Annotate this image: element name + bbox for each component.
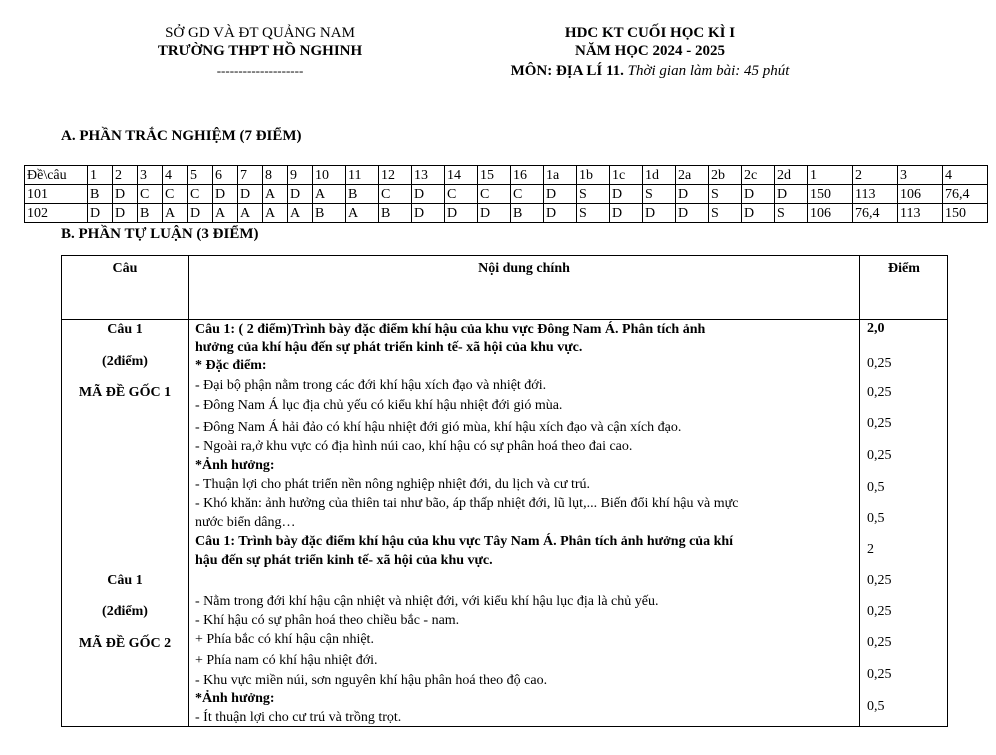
table-cell: A: [313, 185, 346, 204]
table-cell: B: [138, 204, 163, 223]
answer-line: - Đông Nam Á lục địa chủ yếu có kiểu khí hậu nhiệt đới gió mùa.: [195, 398, 563, 413]
table-cell: D: [742, 204, 775, 223]
table-cell: 1c: [610, 166, 643, 185]
score-value: 0,25: [867, 448, 892, 463]
subject-line: [470, 63, 830, 80]
score-value: 0,5: [867, 511, 885, 526]
table-cell: D: [544, 204, 577, 223]
table-cell: D: [610, 204, 643, 223]
table-cell: 2c: [742, 166, 775, 185]
table-cell: A: [213, 204, 238, 223]
table-cell: A: [346, 204, 379, 223]
table-cell: A: [288, 204, 313, 223]
table-cell: 1: [88, 166, 113, 185]
table-cell: 76,4: [943, 185, 988, 204]
table-cell: S: [709, 185, 742, 204]
table-cell: B: [88, 185, 113, 204]
table-cell: 150: [943, 204, 988, 223]
score-value: 0,25: [867, 573, 892, 588]
table-cell: 10: [313, 166, 346, 185]
table-cell: D: [676, 185, 709, 204]
score-value: 0,25: [867, 416, 892, 431]
table-cell: Đề\câu: [25, 166, 88, 185]
answer-line: + Phía bắc có khí hậu cận nhiệt.: [195, 632, 374, 647]
answer-line: - Khu vực miền núi, sơn nguyên khí hậu phân hoá theo độ cao.: [195, 673, 548, 688]
table-cell: D: [742, 185, 775, 204]
table-cell: A: [263, 185, 288, 204]
table-cell: 106: [808, 204, 853, 223]
table-cell: D: [610, 185, 643, 204]
table-cell: 5: [188, 166, 213, 185]
column-header-content: Nội dung chính: [478, 261, 570, 276]
table-cell: D: [188, 204, 213, 223]
table-row: [25, 185, 988, 204]
table-cell: 11: [346, 166, 379, 185]
question-title: hậu đến sự phát triển kinh tế- xã hội của khu vực.: [195, 553, 493, 568]
table-cell: 101: [25, 185, 88, 204]
answer-line: nước biển dâng…: [195, 515, 296, 530]
table-cell: 2: [113, 166, 138, 185]
table-cell: 14: [445, 166, 478, 185]
table-cell: B: [511, 204, 544, 223]
table-cell: D: [238, 185, 263, 204]
table-cell: D: [412, 204, 445, 223]
table-cell: S: [709, 204, 742, 223]
question-label: Câu 1: [107, 322, 143, 337]
table-cell: 2: [853, 166, 898, 185]
table-cell: 7: [238, 166, 263, 185]
table-cell: A: [163, 204, 188, 223]
question-code: MÃ ĐỀ GỐC 1: [78, 385, 172, 400]
table-cell: D: [544, 185, 577, 204]
table-cell: C: [188, 185, 213, 204]
column-header-score: Điểm: [888, 261, 920, 276]
table-cell: S: [577, 185, 610, 204]
table-cell: D: [113, 185, 138, 204]
table-cell: 113: [898, 204, 943, 223]
table-cell: D: [643, 204, 676, 223]
answer-line: - Ít thuận lợi cho cư trú và trồng trọt.: [195, 710, 402, 725]
score-value: 0,25: [867, 667, 892, 682]
question-title: Câu 1: Trình bày đặc điểm khí hậu của khu vực Tây Nam Á. Phân tích ảnh hưởng của khí: [195, 534, 734, 549]
table-cell: 13: [412, 166, 445, 185]
question-title: Câu 1: ( 2 điểm)Trình bày đặc điểm khí hậu của khu vực Đông Nam Á. Phân tích ảnh: [195, 322, 706, 337]
question-points: (2điểm): [102, 604, 148, 619]
table-cell: 113: [853, 185, 898, 204]
table-cell: 76,4: [853, 204, 898, 223]
table-cell: 2d: [775, 166, 808, 185]
part-a-heading: A. PHẦN TRẮC NGHIỆM (7 ĐIỂM): [61, 128, 302, 144]
score-value: 2,0: [867, 321, 885, 336]
table-cell: 8: [263, 166, 288, 185]
table-cell: C: [138, 185, 163, 204]
header-row-divider: [62, 319, 947, 320]
table-cell: 1d: [643, 166, 676, 185]
answer-line: *Ảnh hưởng:: [195, 458, 275, 473]
department-name: SỞ GD VÀ ĐT QUẢNG NAM: [165, 25, 355, 41]
school-name: TRƯỜNG THPT HỒ NGHINH: [157, 43, 363, 59]
question-label: Câu 1: [107, 573, 143, 588]
table-cell: A: [263, 204, 288, 223]
table-cell: 4: [943, 166, 988, 185]
table-cell: S: [643, 185, 676, 204]
answer-line: + Phía nam có khí hậu nhiệt đới.: [195, 653, 378, 668]
table-cell: D: [412, 185, 445, 204]
table-cell: A: [238, 204, 263, 223]
subject-label: MÔN: ĐỊA LÍ 11.: [510, 63, 624, 79]
answer-line: - Khó khăn: ảnh hưởng của thiên tai như bão, áp thấp nhiệt đới, lũ lụt,... Biến đổi khí hậu và mực: [195, 496, 739, 511]
score-value: 0,25: [867, 604, 892, 619]
answer-line: - Đại bộ phận nằm trong các đới khí hậu xích đạo và nhiệt đới.: [195, 378, 547, 393]
table-header-row: [25, 166, 988, 185]
table-cell: 2b: [709, 166, 742, 185]
table-cell: 150: [808, 185, 853, 204]
table-cell: 106: [898, 185, 943, 204]
answer-line: - Đông Nam Á hải đảo có khí hậu nhiệt đới gió mùa, khí hậu xích đạo và cận xích đạo.: [195, 420, 682, 435]
question-title: hưởng của khí hậu đến sự phát triển kinh tế- xã hội của khu vực.: [195, 340, 583, 355]
table-cell: 1a: [544, 166, 577, 185]
table-cell: D: [478, 204, 511, 223]
school-year: NĂM HỌC 2024 - 2025: [575, 43, 725, 59]
table-cell: 2a: [676, 166, 709, 185]
score-value: 2: [867, 542, 874, 557]
table-cell: B: [346, 185, 379, 204]
column-divider: [188, 256, 189, 726]
exam-duration: Thời gian làm bài: 45 phút: [627, 63, 790, 79]
answer-key-table: [24, 165, 988, 223]
table-cell: B: [379, 204, 412, 223]
table-cell: D: [88, 204, 113, 223]
score-value: 0,5: [867, 699, 885, 714]
score-value: 0,25: [867, 385, 892, 400]
table-cell: C: [478, 185, 511, 204]
answer-line: - Ngoài ra,ở khu vực có địa hình núi cao, khí hậu có sự phân hoá theo đai cao.: [195, 439, 633, 454]
table-cell: D: [676, 204, 709, 223]
table-cell: S: [775, 204, 808, 223]
table-cell: D: [113, 204, 138, 223]
table-cell: 9: [288, 166, 313, 185]
part-b-heading: B. PHẦN TỰ LUẬN (3 ĐIỂM): [61, 226, 259, 242]
column-header-cau: Câu: [112, 261, 138, 276]
table-cell: 6: [213, 166, 238, 185]
question-code: MÃ ĐỀ GỐC 2: [78, 636, 172, 651]
table-cell: C: [163, 185, 188, 204]
answer-line: - Nằm trong đới khí hậu cận nhiệt và nhiệt đới, với kiểu khí hậu lục địa là chủ yếu.: [195, 594, 659, 609]
essay-answer-table: [61, 255, 948, 727]
table-cell: D: [445, 204, 478, 223]
header-divider: --------------------: [216, 63, 304, 78]
table-cell: D: [775, 185, 808, 204]
table-cell: C: [379, 185, 412, 204]
question-points: (2điểm): [102, 354, 148, 369]
answer-line: *Ảnh hưởng:: [195, 691, 275, 706]
table-cell: 3: [138, 166, 163, 185]
table-cell: 12: [379, 166, 412, 185]
answer-line: - Khí hậu có sự phân hoá theo chiều bắc - nam.: [195, 613, 460, 628]
score-value: 0,5: [867, 480, 885, 495]
table-cell: C: [511, 185, 544, 204]
table-cell: 1: [808, 166, 853, 185]
table-cell: 1b: [577, 166, 610, 185]
table-cell: B: [313, 204, 346, 223]
score-value: 0,25: [867, 635, 892, 650]
table-cell: 4: [163, 166, 188, 185]
answer-line: - Thuận lợi cho phát triển nền nông nghiệp nhiệt đới, du lịch và cư trú.: [195, 477, 590, 492]
table-cell: D: [213, 185, 238, 204]
table-row: [25, 204, 988, 223]
table-cell: D: [288, 185, 313, 204]
exam-title: HDC KT CUỐI HỌC KÌ I: [564, 25, 736, 41]
table-cell: 102: [25, 204, 88, 223]
table-cell: 16: [511, 166, 544, 185]
table-cell: S: [577, 204, 610, 223]
answer-line: * Đặc điểm:: [195, 358, 267, 373]
column-divider: [859, 256, 860, 726]
table-cell: C: [445, 185, 478, 204]
table-cell: 15: [478, 166, 511, 185]
table-cell: 3: [898, 166, 943, 185]
score-value: 0,25: [867, 356, 892, 371]
